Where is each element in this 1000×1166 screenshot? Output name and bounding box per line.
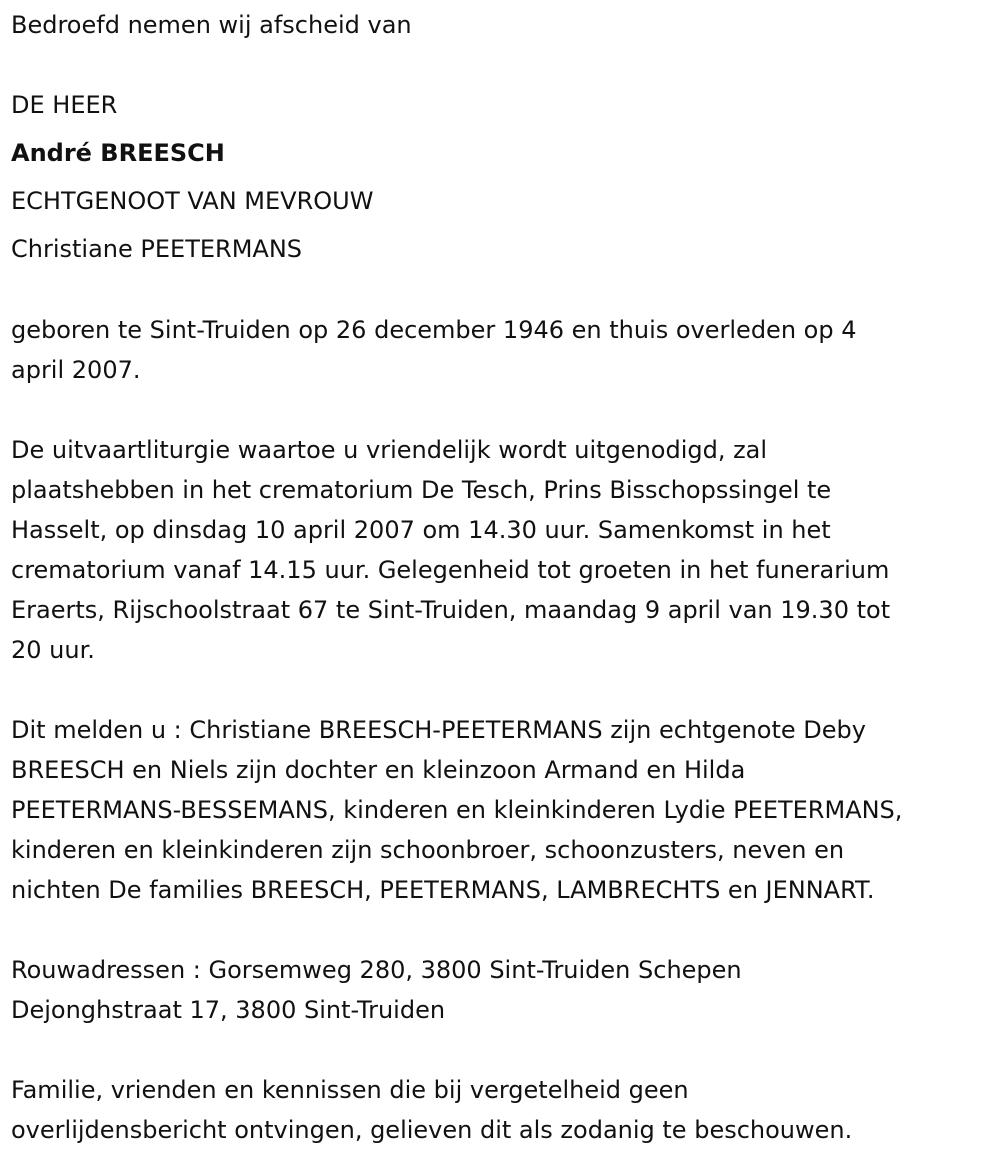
paragraph-line: Rouwadressen : Gorsemweg 280, 3800 Sint-Truiden Schepen bbox=[11, 956, 742, 984]
paragraph-line: april 2007. bbox=[11, 356, 141, 384]
closing-paragraph bbox=[11, 1070, 1000, 1150]
title-text: DE HEER bbox=[11, 91, 118, 119]
birth-death-paragraph bbox=[11, 310, 1000, 390]
paragraph-line: nichten De families BREESCH, PEETERMANS, LAMBRECHTS en JENNART. bbox=[11, 876, 875, 904]
paragraph-line: kinderen en kleinkinderen zijn schoonbroer, schoonzusters, neven en bbox=[11, 836, 845, 864]
intro-text: Bedroefd nemen wij afscheid van bbox=[11, 11, 412, 39]
funeral-paragraph bbox=[11, 430, 1000, 670]
paragraph-line: Dejonghstraat 17, 3800 Sint-Truiden bbox=[11, 996, 446, 1024]
paragraph-line: crematorium vanaf 14.15 uur. Gelegenheid tot groeten in het funerarium bbox=[11, 556, 890, 584]
paragraph-line: BREESCH en Niels zijn dochter en kleinzoon Armand en Hilda bbox=[11, 756, 746, 784]
paragraph-line: Eraerts, Rijschoolstraat 67 te Sint-Truiden, maandag 9 april van 19.30 tot bbox=[11, 596, 891, 624]
paragraph-line: overlijdensbericht ontvingen, gelieven dit als zodanig te beschouwen. bbox=[11, 1116, 853, 1144]
family-paragraph bbox=[11, 710, 1000, 910]
paragraph-line: PEETERMANS-BESSEMANS, kinderen en kleinkinderen Lydie PEETERMANS, bbox=[11, 796, 903, 824]
deceased-name: André BREESCH bbox=[11, 139, 225, 167]
spouse-name: Christiane PEETERMANS bbox=[11, 235, 303, 263]
relation-text: ECHTGENOOT VAN MEVROUW bbox=[11, 187, 374, 215]
paragraph-line: De uitvaartliturgie waartoe u vriendelijk wordt uitgenodigd, zal bbox=[11, 436, 768, 464]
paragraph-line: 20 uur. bbox=[11, 636, 95, 664]
paragraph-line: plaatshebben in het crematorium De Tesch, Prins Bisschopssingel te bbox=[11, 476, 832, 504]
deceased-heading bbox=[11, 81, 1000, 273]
paragraph-line: geboren te Sint-Truiden op 26 december 1946 en thuis overleden op 4 bbox=[11, 316, 857, 344]
paragraph-line: Hasselt, op dinsdag 10 april 2007 om 14.30 uur. Samenkomst in het bbox=[11, 516, 831, 544]
paragraph-line: Dit melden u : Christiane BREESCH-PEETERMANS zijn echtgenote Deby bbox=[11, 716, 866, 744]
addresses-paragraph bbox=[11, 950, 1000, 1030]
paragraph-line: Familie, vrienden en kennissen die bij vergetelheid geen bbox=[11, 1076, 689, 1104]
